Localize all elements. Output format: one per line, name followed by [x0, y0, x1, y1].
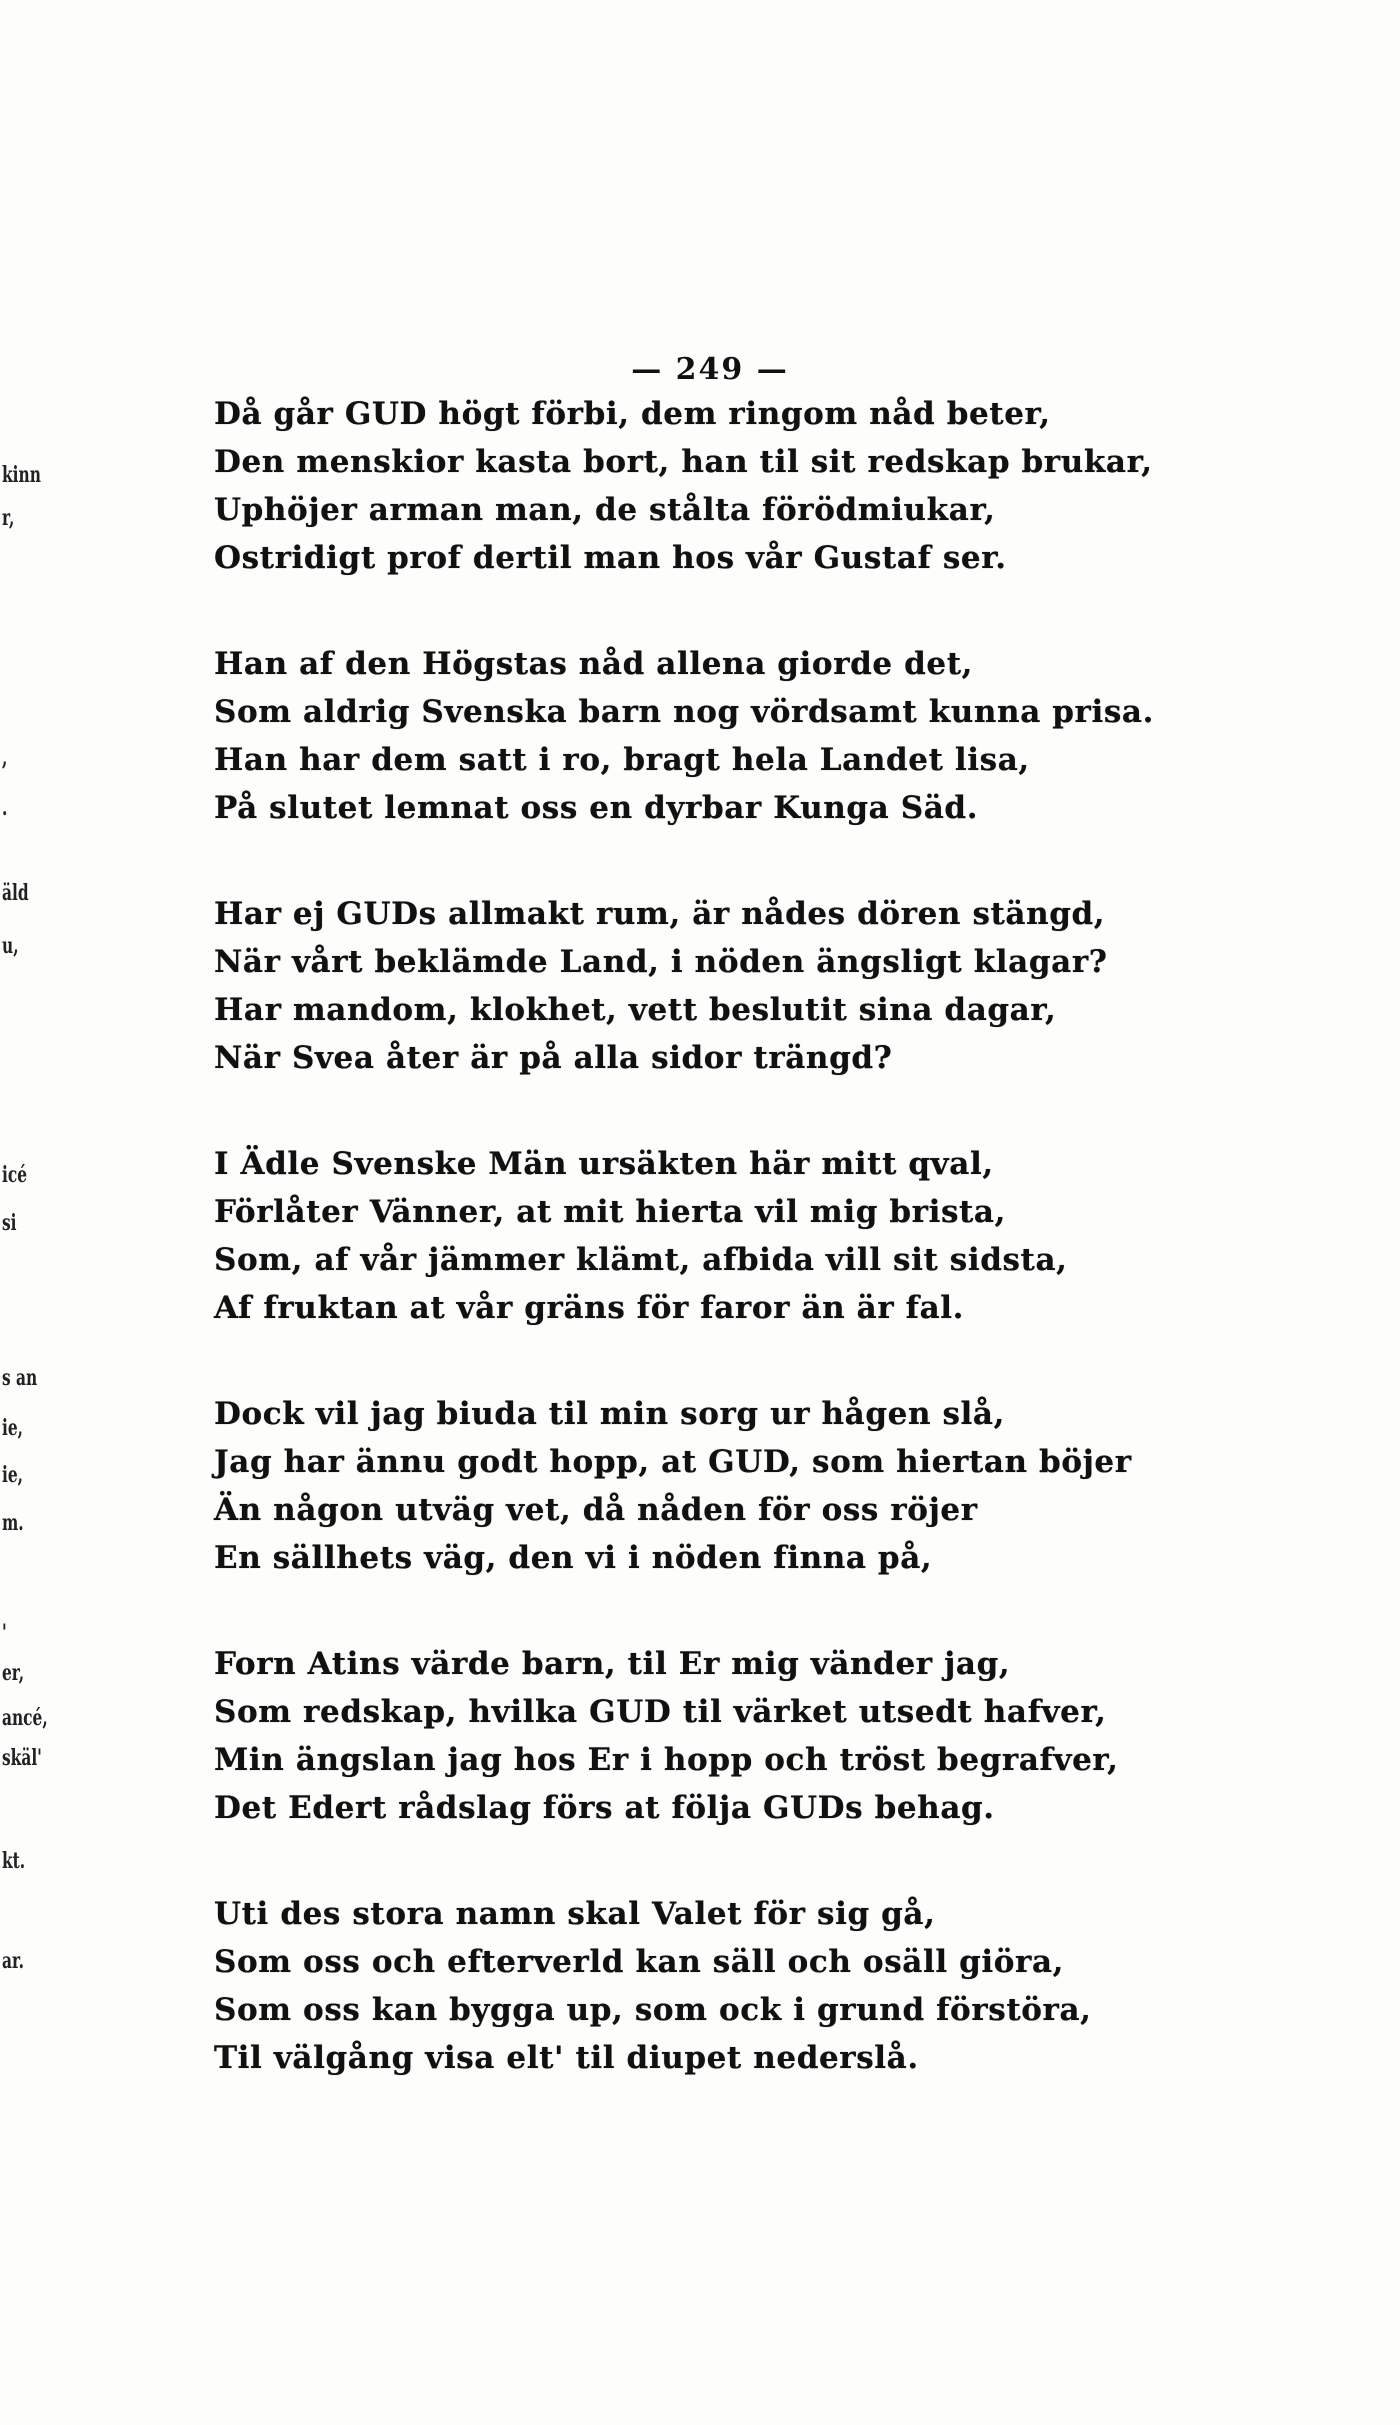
- stanza: [214, 890, 1234, 1082]
- verse-line: Ostridigt prof dertil man hos vår Gustaf ser.: [214, 540, 1007, 576]
- verse-line: Än någon utväg vet, då nåden för oss röjer: [214, 1492, 978, 1528]
- verse-line: Har ej GUDs allmakt rum, är nådes dören stängd,: [214, 896, 1106, 932]
- verse-line: Min ängslan jag hos Er i hopp och tröst begrafver,: [214, 1742, 1119, 1778]
- verse-line: Förlåter Vänner, at mit hierta vil mig brista,: [214, 1194, 1007, 1230]
- page-number: — 249 —: [631, 352, 789, 387]
- verse-line: I Ädle Svenske Män ursäkten här mitt qval,: [214, 1146, 994, 1182]
- margin-fragment: u,: [2, 933, 19, 959]
- margin-fragment: er,: [2, 1660, 25, 1686]
- verse-line: Forn Atins värde barn, til Er mig vänder jag,: [214, 1646, 1011, 1682]
- verse-line: Som oss kan bygga up, som ock i grund förstöra,: [214, 1992, 1092, 2028]
- verse-line: Då går GUD högt förbi, dem ringom nåd beter,: [214, 396, 1051, 432]
- margin-fragment: kt.: [2, 1848, 26, 1874]
- verse-line: Dock vil jag biuda til min sorg ur hågen slå,: [214, 1396, 1006, 1432]
- verse-line: Jag har ännu godt hopp, at GUD, som hiertan böjer: [214, 1444, 1132, 1480]
- verse-line: Har mandom, klokhet, vett beslutit sina dagar,: [214, 992, 1057, 1028]
- verse-line: Som oss och efterverld kan säll och osäll giöra,: [214, 1944, 1065, 1980]
- facing-page-margin: [0, 0, 60, 2425]
- margin-fragment: kinn: [2, 462, 41, 488]
- verse-line: Til välgång visa elt' til diupet nederslå.: [214, 2040, 919, 2076]
- stanza: [214, 390, 1234, 582]
- margin-fragment: ie,: [2, 1415, 24, 1441]
- margin-fragment: s an: [2, 1365, 38, 1391]
- margin-fragment: ancé,: [2, 1705, 48, 1731]
- margin-fragment: si: [2, 1210, 17, 1236]
- margin-fragment: m.: [2, 1510, 24, 1536]
- verse-line: Den menskior kasta bort, han til sit redskap brukar,: [214, 444, 1153, 480]
- verse-line: Uti des stora namn skal Valet för sig gå,: [214, 1896, 936, 1932]
- stanza: [214, 1640, 1234, 1832]
- verse-line: Som redskap, hvilka GUD til värket utsedt hafver,: [214, 1694, 1107, 1730]
- verse-line: Af fruktan at vår gräns för faror än är fal.: [214, 1290, 965, 1326]
- margin-fragment: ,: [2, 745, 8, 771]
- stanza: [214, 1390, 1234, 1582]
- verse-line: Som aldrig Svenska barn nog vördsamt kunna prisa.: [214, 694, 1154, 730]
- margin-fragment: ': [2, 1620, 7, 1646]
- verse-line: Det Edert rådslag förs at följa GUDs behag.: [214, 1790, 995, 1826]
- verse-line: Som, af vår jämmer klämt, afbida vill sit sidsta,: [214, 1242, 1068, 1278]
- verse-line: När vårt beklämde Land, i nöden ängsligt klagar?: [214, 944, 1108, 980]
- margin-fragment: ar.: [2, 1948, 25, 1974]
- stanza: [214, 1890, 1234, 2082]
- margin-fragment: äld: [2, 880, 29, 906]
- margin-fragment: .: [2, 795, 8, 821]
- margin-fragment: skäl': [2, 1745, 42, 1771]
- margin-fragment: icé: [2, 1162, 28, 1188]
- margin-fragment: r,: [2, 505, 15, 531]
- verse-line: En sällhets väg, den vi i nöden finna på,: [214, 1540, 933, 1576]
- verse-line: Han har dem satt i ro, bragt hela Landet lisa,: [214, 742, 1030, 778]
- verse-line: Han af den Högstas nåd allena giorde det,: [214, 646, 974, 682]
- poem: [214, 390, 1234, 2140]
- stanza: [214, 1140, 1234, 1332]
- margin-fragment: ie,: [2, 1462, 24, 1488]
- stanza: [214, 640, 1234, 832]
- verse-line: När Svea åter är på alla sidor trängd?: [214, 1040, 893, 1076]
- verse-line: Uphöjer arman man, de stålta förödmiukar,: [214, 492, 996, 528]
- verse-line: På slutet lemnat oss en dyrbar Kunga Säd.: [214, 790, 979, 826]
